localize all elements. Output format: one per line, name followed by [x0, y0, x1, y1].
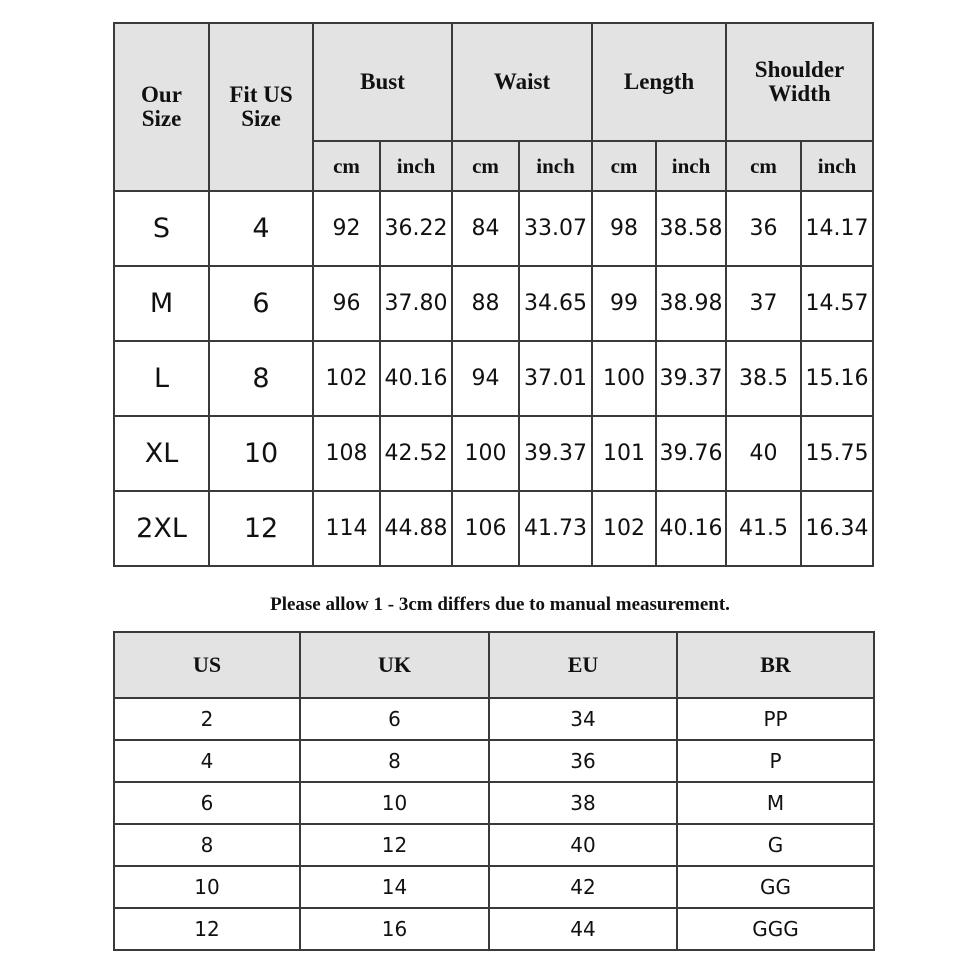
bust-inch-cell: 42.52	[380, 416, 452, 491]
waist-inch-cell: 37.01	[519, 341, 592, 416]
bust-cm-cell: 96	[313, 266, 380, 341]
br-cell: G	[677, 824, 874, 866]
length-inch-header: inch	[656, 141, 726, 191]
bust-inch-cell: 44.88	[380, 491, 452, 566]
shoulder-cm-cell: 37	[726, 266, 801, 341]
br-cell: GGG	[677, 908, 874, 950]
bust-cm-header: cm	[313, 141, 380, 191]
bust-inch-cell: 37.80	[380, 266, 452, 341]
fit-us-size-header: Fit US Size	[209, 23, 313, 191]
waist-cm-cell: 94	[452, 341, 519, 416]
length-cm-cell: 98	[592, 191, 656, 266]
us-header: US	[114, 632, 300, 698]
our-size-cell: 2XL	[114, 491, 209, 566]
table-row	[114, 266, 873, 341]
us-cell: 6	[114, 782, 300, 824]
eu-cell: 42	[489, 866, 677, 908]
us-size-cell: 4	[209, 191, 313, 266]
uk-cell: 12	[300, 824, 489, 866]
table-row	[114, 740, 874, 782]
waist-cm-cell: 100	[452, 416, 519, 491]
table-row	[114, 341, 873, 416]
shoulder-cm-cell: 38.5	[726, 341, 801, 416]
shoulder-inch-header: inch	[801, 141, 873, 191]
waist-cm-header: cm	[452, 141, 519, 191]
eu-cell: 40	[489, 824, 677, 866]
eu-cell: 38	[489, 782, 677, 824]
uk-cell: 16	[300, 908, 489, 950]
size-conversion-table	[113, 631, 875, 951]
eu-cell: 44	[489, 908, 677, 950]
table-row	[114, 824, 874, 866]
length-inch-cell: 38.58	[656, 191, 726, 266]
shoulder-inch-cell: 16.34	[801, 491, 873, 566]
table-row	[114, 698, 874, 740]
us-size-cell: 12	[209, 491, 313, 566]
waist-inch-cell: 41.73	[519, 491, 592, 566]
table-row	[114, 191, 873, 266]
bust-header: Bust	[313, 23, 452, 141]
conversion-header-row	[114, 632, 874, 698]
table-row	[114, 908, 874, 950]
table-row	[114, 491, 873, 566]
size-chart-table	[113, 22, 874, 567]
length-cm-cell: 102	[592, 491, 656, 566]
eu-cell: 36	[489, 740, 677, 782]
measurement-note: Please allow 1 - 3cm differs due to manual measurement.	[270, 594, 730, 615]
shoulder-inch-cell: 14.17	[801, 191, 873, 266]
shoulder-width-header: Shoulder Width	[726, 23, 873, 141]
shoulder-inch-cell: 15.75	[801, 416, 873, 491]
length-cm-cell: 100	[592, 341, 656, 416]
our-size-cell: S	[114, 191, 209, 266]
br-header: BR	[677, 632, 874, 698]
bust-inch-cell: 36.22	[380, 191, 452, 266]
uk-header: UK	[300, 632, 489, 698]
uk-cell: 6	[300, 698, 489, 740]
table-row	[114, 416, 873, 491]
shoulder-cm-cell: 41.5	[726, 491, 801, 566]
eu-cell: 34	[489, 698, 677, 740]
eu-header: EU	[489, 632, 677, 698]
waist-cm-cell: 106	[452, 491, 519, 566]
waist-inch-cell: 34.65	[519, 266, 592, 341]
length-inch-cell: 38.98	[656, 266, 726, 341]
br-cell: GG	[677, 866, 874, 908]
shoulder-inch-cell: 15.16	[801, 341, 873, 416]
uk-cell: 10	[300, 782, 489, 824]
length-inch-cell: 40.16	[656, 491, 726, 566]
waist-inch-header: inch	[519, 141, 592, 191]
br-cell: P	[677, 740, 874, 782]
our-size-cell: L	[114, 341, 209, 416]
waist-cm-cell: 88	[452, 266, 519, 341]
our-size-header: Our Size	[114, 23, 209, 191]
length-cm-header: cm	[592, 141, 656, 191]
bust-cm-cell: 92	[313, 191, 380, 266]
us-cell: 4	[114, 740, 300, 782]
bust-inch-header: inch	[380, 141, 452, 191]
our-size-cell: M	[114, 266, 209, 341]
us-cell: 2	[114, 698, 300, 740]
waist-cm-cell: 84	[452, 191, 519, 266]
bust-inch-cell: 40.16	[380, 341, 452, 416]
us-size-cell: 6	[209, 266, 313, 341]
bust-cm-cell: 114	[313, 491, 380, 566]
shoulder-cm-header: cm	[726, 141, 801, 191]
br-cell: PP	[677, 698, 874, 740]
us-cell: 10	[114, 866, 300, 908]
length-inch-cell: 39.76	[656, 416, 726, 491]
us-cell: 8	[114, 824, 300, 866]
waist-inch-cell: 39.37	[519, 416, 592, 491]
us-cell: 12	[114, 908, 300, 950]
table-row	[114, 866, 874, 908]
us-size-cell: 10	[209, 416, 313, 491]
shoulder-inch-cell: 14.57	[801, 266, 873, 341]
shoulder-cm-cell: 36	[726, 191, 801, 266]
uk-cell: 14	[300, 866, 489, 908]
bust-cm-cell: 108	[313, 416, 380, 491]
table-row	[114, 782, 874, 824]
length-cm-cell: 101	[592, 416, 656, 491]
our-size-cell: XL	[114, 416, 209, 491]
waist-header: Waist	[452, 23, 592, 141]
br-cell: M	[677, 782, 874, 824]
size-chart-header-row	[114, 23, 873, 141]
shoulder-cm-cell: 40	[726, 416, 801, 491]
bust-cm-cell: 102	[313, 341, 380, 416]
uk-cell: 8	[300, 740, 489, 782]
length-cm-cell: 99	[592, 266, 656, 341]
length-header: Length	[592, 23, 726, 141]
length-inch-cell: 39.37	[656, 341, 726, 416]
waist-inch-cell: 33.07	[519, 191, 592, 266]
us-size-cell: 8	[209, 341, 313, 416]
